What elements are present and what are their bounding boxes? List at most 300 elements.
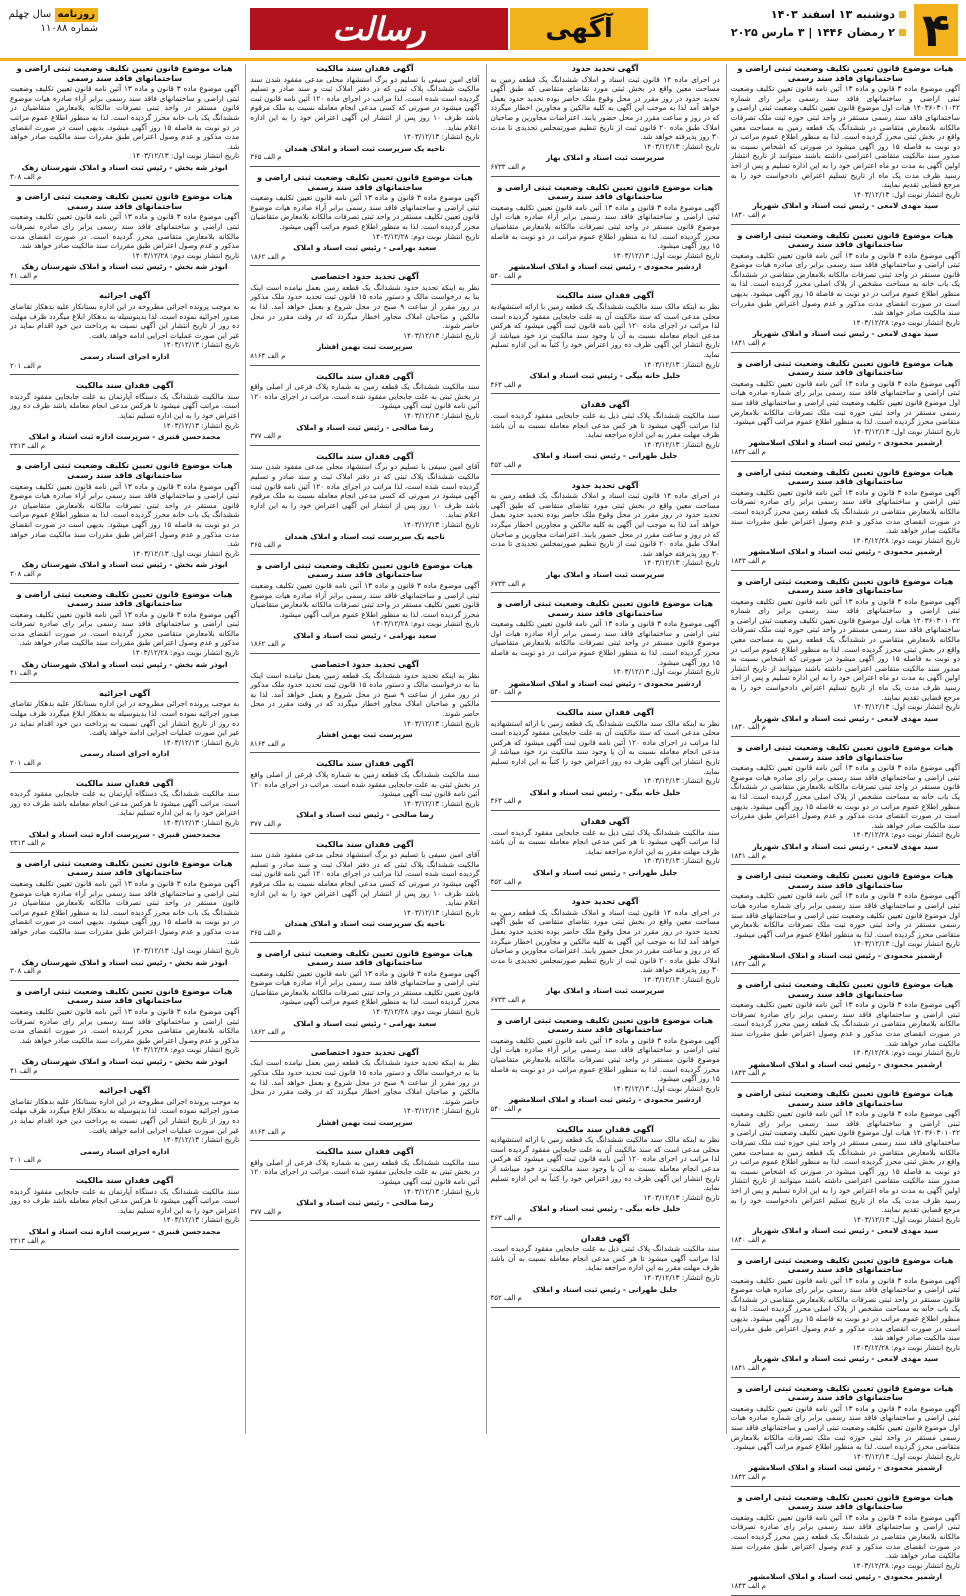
notice-signature: ارشمیر محمودی - رئیس ثبت اسناد و املاک اسلامشهر xyxy=(748,1463,942,1473)
bullet-square-icon xyxy=(899,29,906,36)
notice-signature: سید مهدی لامعی - رئیس ثبت اسناد و املاک شهریار xyxy=(752,1226,939,1236)
notice-dates: تاریخ انتشار نوبت دوم: ۱۴۰۳/۱۲/۲۸ xyxy=(131,648,240,658)
notice-ref: م الف ۱۸۶۲ xyxy=(250,1028,286,1037)
notice-divider xyxy=(10,852,239,853)
notice-dates: تاریخ انتشار نوبت دوم: ۱۴۰۳/۱۲/۲۸ xyxy=(131,1045,240,1055)
notice-body: آگهی موضوع ماده ۳ قانون و ماده ۱۳ آئین نامه قانون تعیین تکلیف وضعیت ثبتی اراضی و ساختمانهای فاقد سند رسمی برابر رای صادره تصرفات مالکانه بلامعارض متقاضی محرز گردیده است. در صورت انقضای مدت مذکور و عدم وصول اعتراض طبق مقررات سند مالکیت صادر خواهد شد. xyxy=(10,1007,240,1045)
notice-title: آگهی فقدان سند مالکیت xyxy=(316,759,414,769)
notice xyxy=(10,64,239,186)
notice-divider xyxy=(491,393,720,394)
notice-body: در اجرای ماده ۱۴ قانون ثبت اسناد و املاک ششدانگ یک قطعه زمین به مساحت معین واقع در بخش ثبتی مورد تقاضای متقاضی که طبق آگهی تحدید حدود در روز مقرر در محل وقوع ملک حاضر بوده تحدید حدود بعمل خواهد آمد لذا به موجب این آگهی به کلیه مالکین و مجاورین اخطار میگردد که در روز و ساعت مقرر در محل حضور یابند. اعتراضات مجاورین و صاحبان املاک طبق ماده ۲۰ قانون ثبت از تاریخ تنظیم صورتمجلس تحدیدی تا مدت ۳۰ روز پذیرفته خواهد شد. xyxy=(490,74,720,142)
notice-signature: خلیل خانه بیگی - رئیس ثبت اسناد و املاک xyxy=(529,787,681,797)
notice xyxy=(731,1384,960,1487)
notice-signature: ارشمیر محمودی - رئیس ثبت اسناد و املاک اسلامشهر xyxy=(748,438,942,448)
notice-signature: جلیل طهرانی - رئیس ثبت اسناد و املاک xyxy=(532,1284,678,1294)
ad-column xyxy=(486,64,720,1434)
notice-dates: تاریخ انتشار: ۱۴۰۳/۱۲/۱۳ xyxy=(643,1192,720,1202)
notice-title: آگهی تحدید حدود اختصاصی xyxy=(310,272,419,282)
notice-signature: سعید بهرامی - رئیس ثبت اسناد و املاک xyxy=(293,243,437,253)
notice-divider xyxy=(250,1041,479,1042)
notice-title: هیات موضوع قانون تعیین تکلیف وضعیت ثبتی اراضی و ساختمانهای فاقد سند رسمی xyxy=(256,172,473,192)
notice-body: در اجرای ماده ۱۴ قانون ثبت اسناد و املاک ششدانگ یک قطعه زمین به مساحت معین واقع در بخش ثبتی مورد تقاضای متقاضی که طبق آگهی تحدید حدود در روز مقرر در محل وقوع ملک حاضر بوده تحدید حدود بعمل خواهد آمد لذا به موجب این آگهی به کلیه مالکین و مجاورین اخطار میگردد که در روز و ساعت مقرر در محل حضور یابند. اعتراضات مجاورین و صاحبان املاک طبق ماده ۲۰ قانون ثبت از تاریخ تنظیم صورتمجلس تحدیدی تا مدت ۳۰ روز پذیرفته خواهد شد. xyxy=(490,907,720,975)
notice-ref: م الف ۸۱۶۴ xyxy=(250,352,286,361)
notice-ref: م الف ۴۶۳ xyxy=(490,380,522,389)
page-header xyxy=(0,0,966,60)
notice-signature: خلیل خانه بیگی - رئیس ثبت اسناد و املاک xyxy=(529,371,681,381)
notice-ref: م الف ۱۸۴۱ xyxy=(730,1364,766,1373)
notice-divider xyxy=(731,352,960,353)
notice-signature: خلیل خانه بیگی - رئیس ثبت اسناد و املاک xyxy=(529,1204,681,1214)
notice-dates: تاریخ انتشار: ۱۴۰۳/۱۲/۱۳ xyxy=(403,907,480,917)
notice-ref: م الف ۲۰۱ xyxy=(10,361,42,370)
notice xyxy=(491,183,720,286)
notice-signature: سید مهدی لامعی - رئیس ثبت اسناد و املاک شهریار xyxy=(752,713,939,723)
notice-dates: تاریخ انتشار: ۱۴۰۳/۱۲/۱۳ xyxy=(403,798,480,808)
notice xyxy=(10,779,239,853)
notice-dates: تاریخ انتشار: ۱۴۰۳/۱۲/۱۳ xyxy=(403,1186,480,1196)
notice-title: آگهی تحدید حدود xyxy=(571,480,639,490)
notice-divider xyxy=(250,752,479,753)
notice-body: به موجب پرونده اجرائی مطروحه در این اداره بستانکار علیه بدهکار تقاضای صدور اجرائیه نموده است. لذا بدینوسیله به بدهکار ابلاغ میگردد ظرف مهلت ده روز از تاریخ انتشار این آگهی نسبت به پرداخت دین خود اقدام نماید در غیر این صورت عملیات اجرایی ادامه خواهد یافت. xyxy=(10,699,240,738)
notice-divider xyxy=(491,284,720,285)
notice-ref: م الف ۵۴۰ xyxy=(490,271,522,280)
notice xyxy=(10,590,239,683)
notice-dates: تاریخ انتشار: ۱۴۰۳/۱۲/۱۳ xyxy=(643,141,720,151)
notice-title: هیات موضوع قانون تعیین تکلیف وضعیت ثبتی اراضی و ساختمانهای فاقد سند رسمی xyxy=(16,589,233,609)
notice-body: سند مالکیت ششدانگ یک قطعه زمین به شماره پلاک فرعی از اصلی واقع در بخش ثبتی به علت جابجایی مفقود شده است. مراتب در اجرای ماده ۱۲۰ آئین نامه قانون ثبت آگهی میشود. xyxy=(250,382,480,411)
notice-dates: تاریخ انتشار: ۱۴۰۳/۱۲/۱۳ xyxy=(643,1272,720,1282)
notice-divider xyxy=(250,365,479,366)
header-divider xyxy=(0,58,966,61)
date-line-2: ۲ رمضان ۱۴۴۶ | ۳ مارس ۲۰۲۵ xyxy=(686,24,906,42)
date-line-1: دوشنبه ۱۳ اسفند ۱۴۰۳ xyxy=(686,6,906,24)
notice-ref: م الف ۱۸۴۱ xyxy=(730,851,766,860)
notice-divider xyxy=(731,864,960,865)
notice-title: آگهی اجرائیه xyxy=(99,688,151,698)
bullet-square-icon xyxy=(899,11,906,18)
notice-signature: ابوذر شه بخش - رئیس ثبت اسناد و املاک شهرستان زهک xyxy=(21,162,228,172)
notice-dates: تاریخ انتشار نوبت دوم: ۱۴۰۳/۱۲/۲۸ xyxy=(852,1560,960,1570)
notice-body: سند مالکیت ششدانگ پلاک ثبتی ذیل به علت جابجایی مفقود گردیده است. لذا مراتب آگهی میشود تا هر کس مدعی انجام معامله نسبت به آن باشد ظرف مهلت مقرر به این اداره مراجعه نماید. xyxy=(490,411,720,440)
notice-dates: تاریخ انتشار: ۱۴۰۳/۱۲/۱۳ xyxy=(403,519,480,529)
notice-divider xyxy=(250,554,479,555)
notice-ref: م الف ۵۴۰ xyxy=(490,688,522,697)
notice-divider xyxy=(250,833,479,834)
notice-title: آگهی فقدان xyxy=(580,1233,630,1243)
notice-divider xyxy=(491,1009,720,1010)
notice-ref: م الف ۳۷۷ xyxy=(250,432,282,441)
notice-title: هیات موضوع قانون تعیین تکلیف وضعیت ثبتی اراضی و ساختمانهای فاقد سند رسمی xyxy=(497,1015,714,1035)
notice-title: آگهی فقدان xyxy=(580,816,630,826)
notice-divider xyxy=(731,461,960,462)
notice-divider xyxy=(491,1118,720,1119)
ad-column xyxy=(245,64,479,1434)
notice-ref: م الف ۱۸۴۰ xyxy=(730,210,766,219)
notice-title: آگهی فقدان سند مالکیت xyxy=(75,1175,174,1185)
notice-dates: تاریخ انتشار نوبت اول: ۱۴۰۳/۱۲/۱۳ xyxy=(132,946,240,956)
notice-signature: ناحیه یک سرپرست ثبت اسناد و املاک همدان xyxy=(284,143,445,153)
notice-title: هیات موضوع قانون تعیین تکلیف وضعیت ثبتی اراضی و ساختمانهای فاقد سند رسمی xyxy=(497,182,714,202)
notice-dates: تاریخ انتشار نوبت دوم: ۱۴۰۳/۱۲/۲۸ xyxy=(852,535,960,545)
newspaper-logo: رسالت xyxy=(250,8,508,50)
notice-divider xyxy=(10,185,239,186)
notice-ref: م الف ۱۸۴۳ xyxy=(730,556,766,565)
notice xyxy=(10,461,239,583)
notice-title: آگهی تحدید حدود xyxy=(571,64,639,73)
notice-title: هیات موضوع قانون تعیین تکلیف وضعیت ثبتی اراضی و ساختمانهای فاقد سند رسمی xyxy=(256,948,473,968)
notice-title: هیات موضوع قانون تعیین تکلیف وضعیت ثبتی اراضی و ساختمانهای فاقد سند رسمی xyxy=(737,64,954,83)
notice xyxy=(250,372,479,446)
notice-dates: تاریخ انتشار نوبت دوم: ۱۴۰۳/۱۲/۲۸ xyxy=(852,1342,960,1352)
notice xyxy=(731,359,960,462)
notice-signature: اردشیر محمودی - رئیس ثبت اسناد و املاک اسلامشهر xyxy=(509,678,702,688)
notice xyxy=(731,743,960,865)
notice-ref: م الف ۲۳۱۳ xyxy=(10,1236,46,1245)
notice-title: هیات موضوع قانون تعیین تکلیف وضعیت ثبتی اراضی و ساختمانهای فاقد سند رسمی xyxy=(497,599,714,618)
notice-signature: ناحیه یک سرپرست ثبت اسناد و املاک همدان xyxy=(284,531,445,541)
notice-dates: تاریخ انتشار نوبت اول: ۱۴۰۳/۱۲/۱۳ xyxy=(132,151,240,161)
notice-signature: رضا صالحی - رئیس ثبت اسناد و املاک xyxy=(296,810,434,820)
notice-body: آگهی موضوع ماده ۳ قانون و ماده ۱۳ آئین نامه قانون تعیین تکلیف وضعیت ثبتی اراضی و ساختمانهای فاقد سند رسمی برابر آراء صادره هیات اول موضوع قانون مستقر در واحد ثبتی تصرفات مالکانه بلامعارض متقاضیان محرز گردیده است. لذا به منظور اطلاع عموم مراتب در دو نوبت به فاصله ۱۵ روز آگهی میشود. xyxy=(490,1035,720,1084)
notice-signature: سید مهدی لامعی - رئیس ثبت اسناد و املاک شهریار xyxy=(752,329,939,339)
notice-dates: تاریخ انتشار نوبت دوم: ۱۴۰۳/۱۲/۲۸ xyxy=(131,250,240,260)
notice-body: آگهی موضوع ماده ۳ قانون و ماده ۱۳ آئین نامه قانون تعیین تکلیف وضعیت ثبتی اراضی و ساختمانهای فاقد سند رسمی برابر آراء صادره هیات موضوع قانون تعیین تکلیف مستقر در واحد ثبتی تصرفات مالکانه بلامعارض متقاضیان محرز گردیده است. لذا به منظور اطلاع عموم مراتب آگهی میشود. xyxy=(250,968,480,1007)
notice-divider xyxy=(10,284,239,285)
notice-dates: تاریخ انتشار نوبت دوم: ۱۴۰۳/۱۲/۲۸ xyxy=(372,1007,480,1017)
notice-divider xyxy=(250,265,479,266)
notice-divider xyxy=(731,1082,960,1083)
notice-signature: اردشیر محمودی - رئیس ثبت اسناد و املاک اسلامشهر xyxy=(509,262,702,272)
notice-body: در اجرای ماده ۱۴ قانون ثبت اسناد و املاک ششدانگ یک قطعه زمین به مساحت معین واقع در بخش ثبتی مورد تقاضای متقاضی که طبق آگهی تحدید حدود در روز مقرر در محل وقوع ملک حاضر بوده تحدید حدود بعمل خواهد آمد لذا به موجب این آگهی به کلیه مالکین و مجاورین اخطار میگردد که در روز و ساعت مقرر در محل حضور یابند. اعتراضات مجاورین و صاحبان املاک طبق ماده ۲۰ قانون ثبت از تاریخ تنظیم صورتمجلس تحدیدی تا مدت ۳۰ روز پذیرفته خواهد شد. xyxy=(490,491,720,558)
notice-divider xyxy=(731,224,960,225)
notice-signature: ارشمیر محمودی - رئیس ثبت اسناد و املاک اسلامشهر xyxy=(748,1572,942,1582)
notice xyxy=(250,561,479,654)
notice xyxy=(491,481,720,594)
notice xyxy=(250,1048,479,1141)
notice-signature: ابوذر شه بخش - رئیس ثبت اسناد و املاک شهرستان زهک xyxy=(21,659,228,669)
notice-ref: م الف ۱۸۴۱ xyxy=(730,339,766,348)
notice xyxy=(10,689,239,773)
notice xyxy=(731,64,960,225)
notice-ref: م الف ۴۵۲ xyxy=(490,1294,522,1303)
notice-title: آگهی فقدان سند مالکیت xyxy=(316,371,414,381)
notice-signature: ابوذر شه بخش - رئیس ثبت اسناد و املاک شهرستان زهک xyxy=(21,560,228,570)
notice-signature: سید مهدی لامعی - رئیس ثبت اسناد و املاک شهریار xyxy=(752,1354,939,1364)
notice-body: آگهی موضوع ماده ۳ قانون و ماده ۱۳ آئین نامه قانون تعیین تکلیف وضعیت ثبتی اراضی و ساختمانهای فاقد سند رسمی برابر رای شماره صادره هیات اول موضوع قانون تعیین تکلیف وضعیت ثبتی اراضی و ساختمانهای فاقد سند رسمی مستقر در واحد ثبتی حوزه ثبت ملک تصرفات مالکانه بلامعارض متقاضی محرز گردیده است. لذا به منظور اطلاع عموم مراتب آگهی میشود. xyxy=(730,378,961,427)
notice-body: سند مالکیت ششدانگ یک دستگاه آپارتمان به علت جابجایی مفقود گردیده است. مراتب آگهی میشود تا هرکس مدعی انجام معامله باشد ظرف ده روز اعتراض خود را به این اداره تسلیم نماید. xyxy=(10,789,240,818)
notice-ref: م الف ۳۷۷ xyxy=(250,1207,282,1216)
notice-ref: م الف ۱۸۴۰ xyxy=(730,723,766,732)
notice-divider xyxy=(250,445,479,446)
notice-body: آگهی موضوع ماده ۳ قانون و ماده ۱۳ آئین نامه قانون تعیین تکلیف وضعیت ثبتی اراضی و ساختمانهای فاقد سند رسمی برابر آراء صادره هیات موضوع قانون مستقر در واحد ثبتی تصرفات مالکانه بلامعارض متقاضیان در ششدانگ یک باب خانه محرز گردیده است. لذا به منظور اطلاع عموم مراتب در دو نوبت به فاصله ۱۵ روز آگهی میشود. بدیهی است در صورت انقضای مدت مذکور و عدم وصول اعتراض طبق مقررات سند مالکیت صادر خواهد شد. xyxy=(10,878,240,946)
notice-signature: ناحیه یک سرپرست ثبت اسناد و املاک همدان xyxy=(284,919,445,929)
notice xyxy=(250,840,479,943)
notice-body: آقای امین سیفی با تسلیم دو برگ استشهاد محلی مدعی مفقود شدن سند مالکیت ششدانگ پلاک ثبتی که در دفتر املاک ثبت و سند صادر و تسلیم گردیده است شده است، لذا مراتب در اجرای ماده ۱۲۰ آئین نامه قانون ثبت آگهی میشود در صورتی که کسی مدعی انجام معامله نسبت به ملک مرقوم باشد ظرف ۱۰ روز پس از انتشار این آگهی اعتراض خود را به این اداره اعلام نماید. xyxy=(250,462,480,520)
issue-number: شماره ۱۱۰۸۸ xyxy=(40,23,98,34)
notice-title: آگهی فقدان سند مالکیت xyxy=(316,1147,414,1157)
brand-label: روزنامه xyxy=(55,8,99,22)
notice-title: آگهی تحدید حدود اختصاصی xyxy=(310,1047,419,1057)
notice-signature: محمدحسن قنبری - سرپرست اداره ثبت اسناد و املاک xyxy=(28,432,221,442)
notice xyxy=(731,468,960,571)
notice-divider xyxy=(491,474,720,475)
notice-title: هیات موضوع قانون تعیین تکلیف وضعیت ثبتی اراضی و ساختمانهای فاقد سند رسمی xyxy=(737,1383,954,1403)
ad-column xyxy=(6,64,239,1434)
notice xyxy=(250,452,479,555)
notice-title: آگهی فقدان سند مالکیت xyxy=(316,451,414,461)
notice-signature: سرپرست ثبت بهمن افشار xyxy=(317,730,413,740)
notice-dates: تاریخ انتشار نوبت اول: ۱۴۰۳/۱۲/۱۳ xyxy=(853,702,960,712)
notice-title: هیات موضوع قانون تعیین تکلیف وضعیت ثبتی اراضی و ساختمانهای فاقد سند رسمی xyxy=(16,64,233,83)
notice-ref: م الف ۲۳۱۳ xyxy=(10,441,46,450)
notice-ref: م الف ۲۳۱۳ xyxy=(10,839,46,848)
notice xyxy=(491,1125,720,1228)
notice-body: سند مالکیت ششدانگ یک قطعه زمین به شماره پلاک فرعی از اصلی واقع در بخش ثبتی به علت جابجایی مفقود شده است. مراتب در اجرای ماده ۱۲۰ آئین نامه قانون ثبت آگهی میشود. xyxy=(250,770,480,799)
notice-dates: تاریخ انتشار نوبت اول: ۱۴۰۳/۱۲/۱۳ xyxy=(612,667,720,677)
notice-title: آگهی فقدان سند مالکیت xyxy=(556,708,654,718)
notice xyxy=(250,173,479,266)
notice-body: سند مالکیت ششدانگ پلاک ثبتی ذیل به علت جابجایی مفقود گردیده است. لذا مراتب آگهی میشود تا هر کس مدعی انجام معامله نسبت به آن باشد ظرف مهلت مقرر به این اداره مراجعه نماید. xyxy=(490,827,720,856)
notice xyxy=(491,1234,720,1308)
notice xyxy=(10,1176,239,1250)
notice-body: آگهی موضوع ماده ۳ قانون و ماده ۱۳ آئین نامه قانون تعیین تکلیف وضعیت ثبتی اراضی و ساختمانهای فاقد سند رسمی برابر آراء صادره هیات اول موضوع قانون مستقر در واحد ثبتی تصرفات مالکانه بلامعارض متقاضیان محرز گردیده است. لذا به منظور اطلاع عموم مراتب در دو نوبت به فاصله ۱۵ روز آگهی میشود. xyxy=(490,619,720,667)
notice-signature: ابوذر شه بخش - رئیس ثبت اسناد و املاک شهرستان زهک xyxy=(21,262,228,272)
notice-signature: سرپرست ثبت اسناد و املاک بهار xyxy=(546,986,665,996)
notice-body: آگهی موضوع ماده ۳ قانون و ماده ۱۳ آئین نامه قانون تعیین تکلیف وضعیت ثبتی اراضی و ساختمانهای فاقد سند رسمی برابر رای صادره تصرفات مالکانه بلامعارض متقاضی در ششدانگ یک قطعه زمین محرز گردیده است. در صورت انقضای مدت مذکور و عدم وصول اعتراض طبق مقررات سند مالکیت صادر خواهد شد. xyxy=(730,1000,961,1048)
notice-signature: سرپرست ثبت اسناد و املاک بهار xyxy=(546,569,665,579)
notice-ref: م الف ۱۸۴۲ xyxy=(730,1472,766,1481)
notice-title: آگهی فقدان سند مالکیت xyxy=(556,1124,654,1134)
notice xyxy=(250,759,479,833)
notice-signature: جلیل طهرانی - رئیس ثبت اسناد و املاک xyxy=(532,451,678,461)
notice xyxy=(491,400,720,474)
notice-body: نظر به اینکه مالک سند مالکیت ششدانگ یک قطعه زمین با ارائه استشهادیه محلی مدعی است که سند مالکیت آن به علت جابجایی مفقود گردیده است لذا مراتب در اجرای ماده ۱۲۰ آئین نامه قانون ثبت آگهی میشود که هرکس مدعی انجام معامله نسبت به آن یا وجود سند مالکیت نزد خود میباشد از تاریخ انتشار این آگهی ظرف ده روز اعتراض خود را کتباً به این اداره تسلیم نماید. xyxy=(490,718,720,776)
notice-title: آگهی فقدان سند مالکیت xyxy=(316,839,414,849)
notice-body: آگهی موضوع ماده ۳ قانون و ماده ۱۳ آئین نامه قانون تعیین تکلیف وضعیت ثبتی اراضی و ساختمانهای فاقد سند رسمی برابر رای صادره تصرفات مالکانه بلامعارض متقاضی محرز گردیده است. در صورت انقضای مدت مذکور و عدم وصول اعتراض طبق مقررات سند مالکیت صادر خواهد شد. xyxy=(10,212,240,251)
notice-signature: ارشمیر محمودی - رئیس ثبت اسناد و املاک اسلامشهر xyxy=(748,1059,942,1069)
notice-divider xyxy=(250,1140,479,1141)
ads-columns xyxy=(6,64,961,1590)
notice-body: آقای امین سیفی با تسلیم دو برگ استشهاد محلی مدعی مفقود شدن سند مالکیت ششدانگ پلاک ثبتی که در دفتر املاک ثبت و سند صادر و تسلیم گردیده است شده است، لذا مراتب در اجرای ماده ۱۲۰ آئین نامه قانون ثبت آگهی میشود در صورتی که کسی مدعی انجام معامله نسبت به ملک مرقوم باشد ظرف ۱۰ روز پس از انتشار این آگهی اعتراض خود را به این اداره اعلام نماید. xyxy=(250,850,480,908)
notice xyxy=(731,1089,960,1250)
notice xyxy=(731,231,960,353)
notice xyxy=(731,980,960,1083)
notice xyxy=(491,817,720,891)
notice-ref: م الف ۸۱۶۴ xyxy=(250,739,286,748)
notice-ref: م الف ۴۵۲ xyxy=(490,460,522,469)
notice xyxy=(491,1016,720,1119)
notice-dates: تاریخ انتشار نوبت دوم: ۱۴۰۳/۱۲/۲۸ xyxy=(852,1048,960,1058)
notice-ref: م الف ۴۱ xyxy=(10,1066,38,1075)
notice-dates: تاریخ انتشار: ۱۴۰۳/۱۲/۱۳ xyxy=(403,718,480,728)
notice-dates: تاریخ انتشار نوبت اول: ۱۴۰۳/۱۲/۱۳ xyxy=(132,548,240,558)
notice-title: هیات موضوع قانون تعیین تکلیف وضعیت ثبتی اراضی و ساختمانهای فاقد سند رسمی xyxy=(737,1255,954,1275)
notice-divider xyxy=(491,1307,720,1308)
notice-dates: تاریخ انتشار نوبت اول: ۱۴۰۳/۱۲/۱۳ xyxy=(612,250,720,260)
notice-body: آگهی موضوع ماده ۳ قانون و ماده ۱۳ آئین نامه قانون تعیین تکلیف وضعیت ثبتی اراضی و ساختمانهای فاقد سند رسمی برابر رای شماره ۱۴۰۳۶۰۳۰۱۰۴۲ هیات اول موضوع قانون تعیین تکلیف وضعیت ثبتی اراضی و ساختمانهای فاقد سند رسمی مستقر در واحد ثبتی حوزه ثبت ملک تصرفات مالکانه بلامعارض متقاضی در ششدانگ یک قطعه زمین به مساحت معین واقع در بخش ثبتی محرز گردیده است. لذا به منظور اطلاع عموم مراتب در دو نوبت به فاصله ۱۵ روز آگهی میشود در صورتی که اشخاص نسبت به صدور سند مالکیت متقاضی اعتراضی داشته باشند میتوانند از تاریخ انتشار اولین آگهی به مدت دو ماه اعتراض خود را به این اداره تسلیم و پس از اخذ رسید ظرف مدت یک ماه از تاریخ تسلیم اعتراض دادخواست خود را به مرجع قضایی تقدیم نمایند. xyxy=(730,596,961,702)
notice-dates: تاریخ انتشار: ۱۴۰۳/۱۲/۱۳ xyxy=(403,1106,480,1116)
notice-dates: تاریخ انتشار نوبت اول: ۱۴۰۳/۱۲/۱۳ xyxy=(853,189,960,199)
notice-title: هیات موضوع قانون تعیین تکلیف وضعیت ثبتی اراضی و ساختمانهای فاقد سند رسمی xyxy=(737,871,954,890)
notice-dates: تاریخ انتشار: ۱۴۰۳/۱۲/۱۳ xyxy=(403,330,480,340)
notice-divider xyxy=(10,374,239,375)
notice-signature: اداره اجرای اسناد رسمی xyxy=(80,352,170,362)
notice-ref: م الف ۱۸۶۲ xyxy=(250,640,286,649)
notice-divider xyxy=(10,1169,239,1170)
notice-title: هیات موضوع قانون تعیین تکلیف وضعیت ثبتی اراضی و ساختمانهای فاقد سند رسمی xyxy=(737,230,954,250)
notice xyxy=(10,291,239,375)
notice-ref: م الف ۳۶۵ xyxy=(250,541,282,550)
notice-body: به موجب پرونده اجرائی مطروحه در این اداره بستانکار علیه بدهکار تقاضای صدور اجرائیه نموده است. لذا بدینوسیله به بدهکار ابلاغ میگردد ظرف مهلت ده روز از تاریخ انتشار این آگهی نسبت به پرداخت دین خود اقدام نماید در غیر این صورت عملیات اجرایی ادامه خواهد یافت. xyxy=(10,1096,240,1135)
notice-body: آگهی موضوع ماده ۳ قانون و ماده ۱۳ آئین نامه قانون تعیین تکلیف وضعیت ثبتی اراضی و ساختمانهای فاقد سند رسمی برابر رای صادره تصرفات مالکانه بلامعارض متقاضی در ششدانگ یک قطعه زمین محرز گردیده است. در صورت انقضای مدت مذکور و عدم وصول اعتراض طبق مقررات سند مالکیت صادر خواهد شد. xyxy=(730,1512,961,1561)
notice-divider xyxy=(731,1595,960,1596)
notice-title: هیات موضوع قانون تعیین تکلیف وضعیت ثبتی اراضی و ساختمانهای فاقد سند رسمی xyxy=(737,467,954,487)
notice-signature: سعید بهرامی - رئیس ثبت اسناد و املاک xyxy=(293,1018,437,1028)
notice-divider xyxy=(731,1249,960,1250)
notice-body: آگهی موضوع ماده ۳ قانون و ماده ۱۳ آئین نامه قانون تعیین تکلیف وضعیت ثبتی اراضی و ساختمانهای فاقد سند رسمی برابر رای صادره تصرفات مالکانه بلامعارض متقاضی محرز گردیده است. در صورت انقضای مدت مذکور و عدم وصول اعتراض طبق مقررات سند مالکیت صادر خواهد شد. xyxy=(10,609,240,648)
notice-divider xyxy=(491,701,720,702)
notice-divider xyxy=(250,653,479,654)
notice-body: نظر به اینکه مالک سند مالکیت ششدانگ یک قطعه زمین با ارائه استشهادیه محلی مدعی است که سند مالکیت آن به علت جابجایی مفقود گردیده است لذا مراتب در اجرای ماده ۱۲۰ آئین نامه قانون ثبت آگهی میشود که هرکس مدعی انجام معامله نسبت به آن یا وجود سند مالکیت نزد خود میباشد از تاریخ انتشار این آگهی ظرف ده روز اعتراض خود را کتباً به این اداره تسلیم نماید. xyxy=(490,1135,720,1193)
notice xyxy=(731,577,960,738)
notice-dates: تاریخ انتشار: ۱۴۰۳/۱۲/۱۳ xyxy=(643,776,720,786)
notice-dates: تاریخ انتشار: ۱۴۰۳/۱۲/۱۳ xyxy=(403,132,480,142)
notice-body: آگهی موضوع ماده ۳ قانون و ماده ۱۳ آئین نامه قانون تعیین تکلیف وضعیت ثبتی اراضی و ساختمانهای فاقد سند رسمی برابر رای شماره ۱۴۰۳۶۰۳۰۱۰۴۲ هیات اول موضوع قانون تعیین تکلیف وضعیت ثبتی اراضی و ساختمانهای فاقد سند رسمی مستقر در واحد ثبتی حوزه ثبت ملک تصرفات مالکانه بلامعارض متقاضی در ششدانگ یک قطعه زمین به مساحت معین واقع در بخش ثبتی محرز گردیده است. لذا به منظور اطلاع عموم مراتب در دو نوبت به فاصله ۱۵ روز آگهی میشود در صورتی که اشخاص نسبت به صدور سند مالکیت متقاضی اعتراضی داشته باشند میتوانند از تاریخ انتشار اولین آگهی به مدت دو ماه اعتراض خود را به این اداره تسلیم و پس از اخذ رسید ظرف مدت یک ماه از تاریخ تسلیم اعتراض دادخواست خود را به مرجع قضایی تقدیم نمایند. xyxy=(730,1109,961,1215)
notice-title: هیات موضوع قانون تعیین تکلیف وضعیت ثبتی اراضی و ساختمانهای فاقد سند رسمی xyxy=(737,358,954,378)
notice-body: سند مالکیت ششدانگ یک دستگاه آپارتمان به علت جابجایی مفقود گردیده است. مراتب آگهی میشود تا هرکس مدعی انجام معامله باشد ظرف ده روز اعتراض خود را به این اداره تسلیم نماید. xyxy=(10,1186,240,1215)
notice-ref: م الف ۳۶۵ xyxy=(250,928,282,937)
notice-signature: ابوذر شه بخش - رئیس ثبت اسناد و املاک شهرستان زهک xyxy=(21,1057,228,1067)
notice-divider xyxy=(250,166,479,167)
notice-divider xyxy=(491,1227,720,1228)
notice-signature: اداره اجرای اسناد رسمی xyxy=(80,749,170,759)
notice-dates: تاریخ انتشار: ۱۴۰۳/۱۲/۱۳ xyxy=(162,817,240,827)
notice-body: آگهی موضوع ماده ۳ قانون و ماده ۱۳ آئین نامه قانون تعیین تکلیف وضعیت ثبتی اراضی و ساختمانهای فاقد سند رسمی برابر رای شماره ۱۴۰۳۶۰۳۰۱۰۴۲ هیات اول موضوع قانون تعیین تکلیف وضعیت ثبتی اراضی و ساختمانهای فاقد سند رسمی مستقر در واحد ثبتی حوزه ثبت ملک تصرفات مالکانه بلامعارض متقاضی در ششدانگ یک قطعه زمین به مساحت معین واقع در بخش ثبتی محرز گردیده است. لذا به منظور اطلاع عموم مراتب در دو نوبت به فاصله ۱۵ روز آگهی میشود در صورتی که اشخاص نسبت به صدور سند مالکیت متقاضی اعتراضی داشته باشند میتوانند از تاریخ انتشار اولین آگهی به مدت دو ماه اعتراض خود را به این اداره تسلیم و پس از اخذ رسید ظرف مدت یک ماه از تاریخ تسلیم اعتراض دادخواست خود را به مرجع قضایی تقدیم نمایند. xyxy=(730,84,961,190)
notice-divider xyxy=(491,176,720,177)
notice-divider xyxy=(10,772,239,773)
notice xyxy=(250,1147,479,1221)
notice-divider xyxy=(491,810,720,811)
notice-ref: م الف ۴۶۳ xyxy=(490,797,522,806)
notice-signature: سرپرست ثبت اسناد و املاک بهار xyxy=(546,153,665,163)
notice-title: آگهی اجرائیه xyxy=(99,1086,151,1096)
notice-body: نظر به اینکه تحدید حدود ششدانگ یک قطعه زمین بعمل نیامده است اینک بنا به درخواست مالک و دستور ماده ۱۵ قانون ثبت تحدید حدود ملک مذکور در روز مقرر از ساعت ۹ صبح در محل شروع و بعمل خواهد آمد. لذا به مالکین و صاحبان املاک مجاور اخطار میگردد که در وقت مقرر در محل حاضر شوند. xyxy=(250,282,480,331)
notice-ref: م الف ۱۸۴۲ xyxy=(730,447,766,456)
page-number: ۴ xyxy=(914,4,958,56)
notice-signature: اداره اجرای اسناد رسمی xyxy=(80,1146,170,1156)
notice-ref: م الف ۱۸۴۳ xyxy=(730,1069,766,1078)
notice-body: آگهی موضوع ماده ۳ قانون و ماده ۱۳ آئین نامه قانون تعیین تکلیف وضعیت ثبتی اراضی و ساختمانهای فاقد سند رسمی برابر آراء صادره هیات اول موضوع قانون مستقر در واحد ثبتی تصرفات مالکانه بلامعارض متقاضیان محرز گردیده است. لذا به منظور اطلاع عموم مراتب در دو نوبت به فاصله ۱۵ روز آگهی میشود. xyxy=(490,202,720,251)
notice-ref: م الف ۱۸۴۳ xyxy=(730,1581,766,1590)
notice-body: سند مالکیت ششدانگ یک قطعه زمین به شماره پلاک فرعی از اصلی واقع در بخش ثبتی به علت جابجایی مفقود شده است. مراتب در اجرای ماده ۱۲۰ آئین نامه قانون ثبت آگهی میشود. xyxy=(250,1157,480,1186)
notice-divider xyxy=(731,1486,960,1487)
notice-body: آگهی موضوع ماده ۳ قانون و ماده ۱۳ آئین نامه قانون تعیین تکلیف وضعیت ثبتی اراضی و ساختمانهای فاقد سند رسمی برابر رای صادره هیات موضوع قانون مستقر در واحد ثبتی تصرفات مالکانه بلامعارض متقاضی در ششدانگ یک باب خانه به مساحت مشخص از پلاک اصلی محرز گردیده است. لذا به منظور اطلاع عموم مراتب در دو نوبت به فاصله ۱۵ روز آگهی میشود. بدیهی است در صورت انقضای مدت مذکور و عدم وصول اعتراض طبق مقررات سند مالکیت صادر خواهد شد. xyxy=(730,1275,961,1343)
notice-body: آگهی موضوع ماده ۳ قانون و ماده ۱۳ آئین نامه قانون تعیین تکلیف وضعیت ثبتی اراضی و ساختمانهای فاقد سند رسمی برابر آراء صادره هیات موضوع قانون مستقر در واحد ثبتی تصرفات مالکانه بلامعارض متقاضیان در ششدانگ یک باب خانه محرز گردیده است. لذا به منظور اطلاع عموم مراتب در دو نوبت به فاصله ۱۵ روز آگهی میشود. بدیهی است در صورت انقضای مدت مذکور و عدم وصول اعتراض طبق مقررات سند مالکیت صادر خواهد شد. xyxy=(10,481,240,549)
brand-block xyxy=(6,8,98,54)
notice-divider xyxy=(10,454,239,455)
notice-body: آگهی موضوع ماده ۳ قانون و ماده ۱۳ آئین نامه قانون تعیین تکلیف وضعیت ثبتی اراضی و ساختمانهای فاقد سند رسمی برابر رای صادره تصرفات مالکانه بلامعارض متقاضی در ششدانگ یک قطعه زمین محرز گردیده است. در صورت انقضای مدت مذکور و عدم وصول اعتراض طبق مقررات سند مالکیت صادر خواهد شد. xyxy=(730,487,961,536)
notice xyxy=(491,291,720,394)
notice-body: نظر به اینکه مالک سند مالکیت ششدانگ یک قطعه زمین با ارائه استشهادیه محلی مدعی است که سند مالکیت آن به علت جابجایی مفقود گردیده است لذا مراتب در اجرای ماده ۱۲۰ آئین نامه قانون ثبت آگهی میشود که هرکس مدعی انجام معامله نسبت به آن یا وجود سند مالکیت نزد خود میباشد از تاریخ انتشار این آگهی ظرف ده روز اعتراض خود را کتباً به این اداره تسلیم نماید. xyxy=(490,302,720,360)
notice-ref: م الف ۲۰۱ xyxy=(10,1156,42,1165)
notice-signature: ارشمیر محمودی - رئیس ثبت اسناد و املاک اسلامشهر xyxy=(748,547,942,557)
notice-dates: تاریخ انتشار نوبت دوم: ۱۴۰۳/۱۲/۲۸ xyxy=(372,619,480,629)
notice-ref: م الف ۳۰۸ xyxy=(10,967,42,976)
notice-title: آگهی اجرائیه xyxy=(99,291,151,301)
notice-dates: تاریخ انتشار نوبت اول: ۱۴۰۳/۱۲/۱۳ xyxy=(853,939,960,949)
notice-title: آگهی فقدان xyxy=(580,400,630,410)
notice-dates: تاریخ انتشار: ۱۴۰۳/۱۲/۱۳ xyxy=(162,737,240,747)
notice-dates: تاریخ انتشار نوبت اول: ۱۴۰۳/۱۲/۱۳ xyxy=(853,426,960,436)
notice-body: آگهی موضوع ماده ۳ قانون و ماده ۱۳ آئین نامه قانون تعیین تکلیف وضعیت ثبتی اراضی و ساختمانهای فاقد سند رسمی برابر رای شماره صادره هیات اول موضوع قانون تعیین تکلیف وضعیت ثبتی اراضی و ساختمانهای فاقد سند رسمی مستقر در واحد ثبتی حوزه ثبت ملک تصرفات مالکانه بلامعارض متقاضی محرز گردیده است. لذا به منظور اطلاع عموم مراتب آگهی میشود. xyxy=(730,1403,961,1452)
notice-signature: سرپرست ثبت بهمن افشار xyxy=(317,1118,413,1127)
notice-divider xyxy=(250,1220,479,1221)
notice-title: آگهی فقدان سند مالکیت xyxy=(75,778,174,788)
notice-body: آگهی موضوع ماده ۳ قانون و ماده ۱۳ آئین نامه قانون تعیین تکلیف وضعیت ثبتی اراضی و ساختمانهای فاقد سند رسمی برابر آراء صادره هیات موضوع قانون تعیین تکلیف مستقر در واحد ثبتی تصرفات مالکانه بلامعارض متقاضیان محرز گردیده است. لذا به منظور اطلاع عموم مراتب آگهی میشود. xyxy=(250,193,480,231)
notice-body: آگهی موضوع ماده ۳ قانون و ماده ۱۳ آئین نامه قانون تعیین تکلیف وضعیت ثبتی اراضی و ساختمانهای فاقد سند رسمی برابر رای شماره صادره هیات اول موضوع قانون تعیین تکلیف وضعیت ثبتی اراضی و ساختمانهای فاقد سند رسمی مستقر در واحد ثبتی حوزه ثبت ملک تصرفات مالکانه بلامعارض متقاضی محرز گردیده است. لذا به منظور اطلاع عموم مراتب آگهی میشود. xyxy=(730,891,961,939)
notice xyxy=(10,1086,239,1170)
notice xyxy=(731,1493,960,1596)
notice-body: به موجب پرونده اجرائی مطروحه در این اداره بستانکار علیه بدهکار تقاضای صدور اجرائیه نموده است. لذا بدینوسیله به بدهکار ابلاغ میگردد ظرف مهلت ده روز از تاریخ انتشار این آگهی نسبت به پرداخت دین خود اقدام نماید در غیر این صورت عملیات اجرایی ادامه خواهد یافت. xyxy=(10,302,240,340)
notice-dates: تاریخ انتشار نوبت اول: ۱۴۰۳/۱۲/۱۳ xyxy=(853,1451,960,1461)
notice-ref: م الف ۱۸۶۲ xyxy=(250,252,286,261)
notice-dates: تاریخ انتشار: ۱۴۰۳/۱۲/۱۳ xyxy=(162,1135,240,1145)
volume-label: سال چهلم xyxy=(8,9,52,20)
notice xyxy=(731,1256,960,1378)
notice-ref: م الف ۳۰۸ xyxy=(10,569,42,578)
notice-body: سند مالکیت ششدانگ یک دستگاه آپارتمان به علت جابجایی مفقود گردیده است. مراتب آگهی میشود تا هرکس مدعی انجام معامله باشد ظرف ده روز اعتراض خود را به این اداره تسلیم نماید. xyxy=(10,391,240,420)
notice-signature: رضا صالحی - رئیس ثبت اسناد و املاک xyxy=(296,1198,434,1208)
notice-ref: م الف ۴۱ xyxy=(10,271,38,280)
notice-dates: تاریخ انتشار: ۱۴۰۳/۱۲/۱۳ xyxy=(643,974,720,984)
notice-title: آگهی تحدید حدود اختصاصی xyxy=(310,660,419,670)
notice-title: هیات موضوع قانون تعیین تکلیف وضعیت ثبتی اراضی و ساختمانهای فاقد سند رسمی xyxy=(737,743,954,762)
notice-ref: م الف ۵۴۰ xyxy=(490,1105,522,1113)
notice-signature: سید مهدی لامعی - رئیس ثبت اسناد و املاک شهریار xyxy=(752,841,939,851)
notice xyxy=(250,64,479,167)
notice-divider xyxy=(10,682,239,683)
notice-dates: تاریخ انتشار نوبت اول: ۱۴۰۳/۱۲/۱۳ xyxy=(612,1083,720,1093)
notice-ref: م الف ۲۰۱ xyxy=(10,759,42,767)
notice-ref: م الف ۴۱ xyxy=(10,669,38,678)
notice-body: نظر به اینکه تحدید حدود ششدانگ یک قطعه زمین بعمل نیامده است اینک بنا به درخواست مالک و دستور ماده ۱۵ قانون ثبت تحدید حدود ملک مذکور در روز مقرر از ساعت ۹ صبح در محل شروع و بعمل خواهد آمد. لذا به مالکین و صاحبان املاک مجاور اخطار میگردد که در وقت مقرر در محل حاضر شوند. xyxy=(250,670,480,719)
notice-signature: جلیل طهرانی - رئیس ثبت اسناد و املاک xyxy=(532,867,678,877)
notice-signature: ارشمیر محمودی - رئیس ثبت اسناد و املاک اسلامشهر xyxy=(748,950,942,960)
notice-body: سند مالکیت ششدانگ پلاک ثبتی ذیل به علت جابجایی مفقود گردیده است. لذا مراتب آگهی میشود تا هر کس مدعی انجام معامله نسبت به آن باشد ظرف مهلت مقرر به این اداره مراجعه نماید. xyxy=(490,1244,720,1273)
notice-title: هیات موضوع قانون تعیین تکلیف وضعیت ثبتی اراضی و ساختمانهای فاقد سند رسمی xyxy=(16,986,233,1006)
notice-title: هیات موضوع قانون تعیین تکلیف وضعیت ثبتی اراضی و ساختمانهای فاقد سند رسمی xyxy=(256,560,473,580)
notice-dates: تاریخ انتشار نوبت دوم: ۱۴۰۳/۱۲/۲۸ xyxy=(852,830,960,840)
notice-dates: تاریخ انتشار: ۱۴۰۳/۱۲/۱۳ xyxy=(643,439,720,449)
notice-title: آگهی فقدان سند مالکیت xyxy=(556,291,654,301)
notice-ref: م الف ۳۰۸ xyxy=(10,172,42,181)
notice-signature: محمدحسن قنبری - سرپرست اداره ثبت اسناد و املاک xyxy=(28,829,221,839)
notice-body: آگهی موضوع ماده ۳ قانون و ماده ۱۳ آئین نامه قانون تعیین تکلیف وضعیت ثبتی اراضی و ساختمانهای فاقد سند رسمی برابر رای صادره هیات موضوع قانون مستقر در واحد ثبتی تصرفات مالکانه بلامعارض متقاضی در ششدانگ یک باب خانه به مساحت مشخص از پلاک اصلی محرز گردیده است. لذا به منظور اطلاع عموم مراتب در دو نوبت به فاصله ۱۵ روز آگهی میشود. بدیهی است در صورت انقضای مدت مذکور و عدم وصول اعتراض طبق مقررات سند مالکیت صادر خواهد شد. xyxy=(730,763,961,830)
notice-body: آگهی موضوع ماده ۳ قانون و ماده ۱۳ آئین نامه قانون تعیین تکلیف وضعیت ثبتی اراضی و ساختمانهای فاقد سند رسمی برابر رای صادره هیات موضوع قانون مستقر در واحد ثبتی تصرفات مالکانه بلامعارض متقاضی در ششدانگ یک باب خانه به مساحت مشخص از پلاک اصلی محرز گردیده است. لذا به منظور اطلاع عموم مراتب در دو نوبت به فاصله ۱۵ روز آگهی میشود. بدیهی است در صورت انقضای مدت مذکور و عدم وصول اعتراض طبق مقررات سند مالکیت صادر خواهد شد. xyxy=(730,250,961,318)
notice-title: آگهی فقدان سند مالکیت xyxy=(75,381,174,391)
notice-title: هیات موضوع قانون تعیین تکلیف وضعیت ثبتی اراضی و ساختمانهای فاقد سند رسمی xyxy=(737,1089,954,1108)
notice-body: نظر به اینکه تحدید حدود ششدانگ یک قطعه زمین بعمل نیامده است اینک بنا به درخواست مالک و دستور ماده ۱۵ قانون ثبت تحدید حدود ملک مذکور در روز مقرر از ساعت ۹ صبح در محل شروع و بعمل خواهد آمد. لذا به مالکین و صاحبان املاک مجاور اخطار میگردد که در وقت مقرر در محل حاضر شوند. xyxy=(250,1058,480,1106)
notice-dates: تاریخ انتشار: ۱۴۰۳/۱۲/۱۳ xyxy=(162,340,240,350)
notice-divider xyxy=(491,592,720,593)
notice-dates: تاریخ انتشار: ۱۴۰۳/۱۲/۱۳ xyxy=(643,558,720,568)
notice-body: آگهی موضوع ماده ۳ قانون و ماده ۱۳ آئین نامه قانون تعیین تکلیف وضعیت ثبتی اراضی و ساختمانهای فاقد سند رسمی برابر آراء صادره هیات موضوع قانون تعیین تکلیف مستقر در واحد ثبتی تصرفات مالکانه بلامعارض متقاضیان محرز گردیده است. لذا به منظور اطلاع عموم مراتب آگهی میشود. xyxy=(250,580,480,619)
notice-ref: م الف ۱۸۴۲ xyxy=(730,960,766,969)
notice-title: آگهی تحدید حدود xyxy=(571,897,639,907)
notice-title: هیات موضوع قانون تعیین تکلیف وضعیت ثبتی اراضی و ساختمانهای فاقد سند رسمی xyxy=(737,1492,954,1512)
notice-title: هیات موضوع قانون تعیین تکلیف وضعیت ثبتی اراضی و ساختمانهای فاقد سند رسمی xyxy=(737,576,954,596)
notice-dates: تاریخ انتشار: ۱۴۰۳/۱۲/۱۳ xyxy=(162,420,240,430)
